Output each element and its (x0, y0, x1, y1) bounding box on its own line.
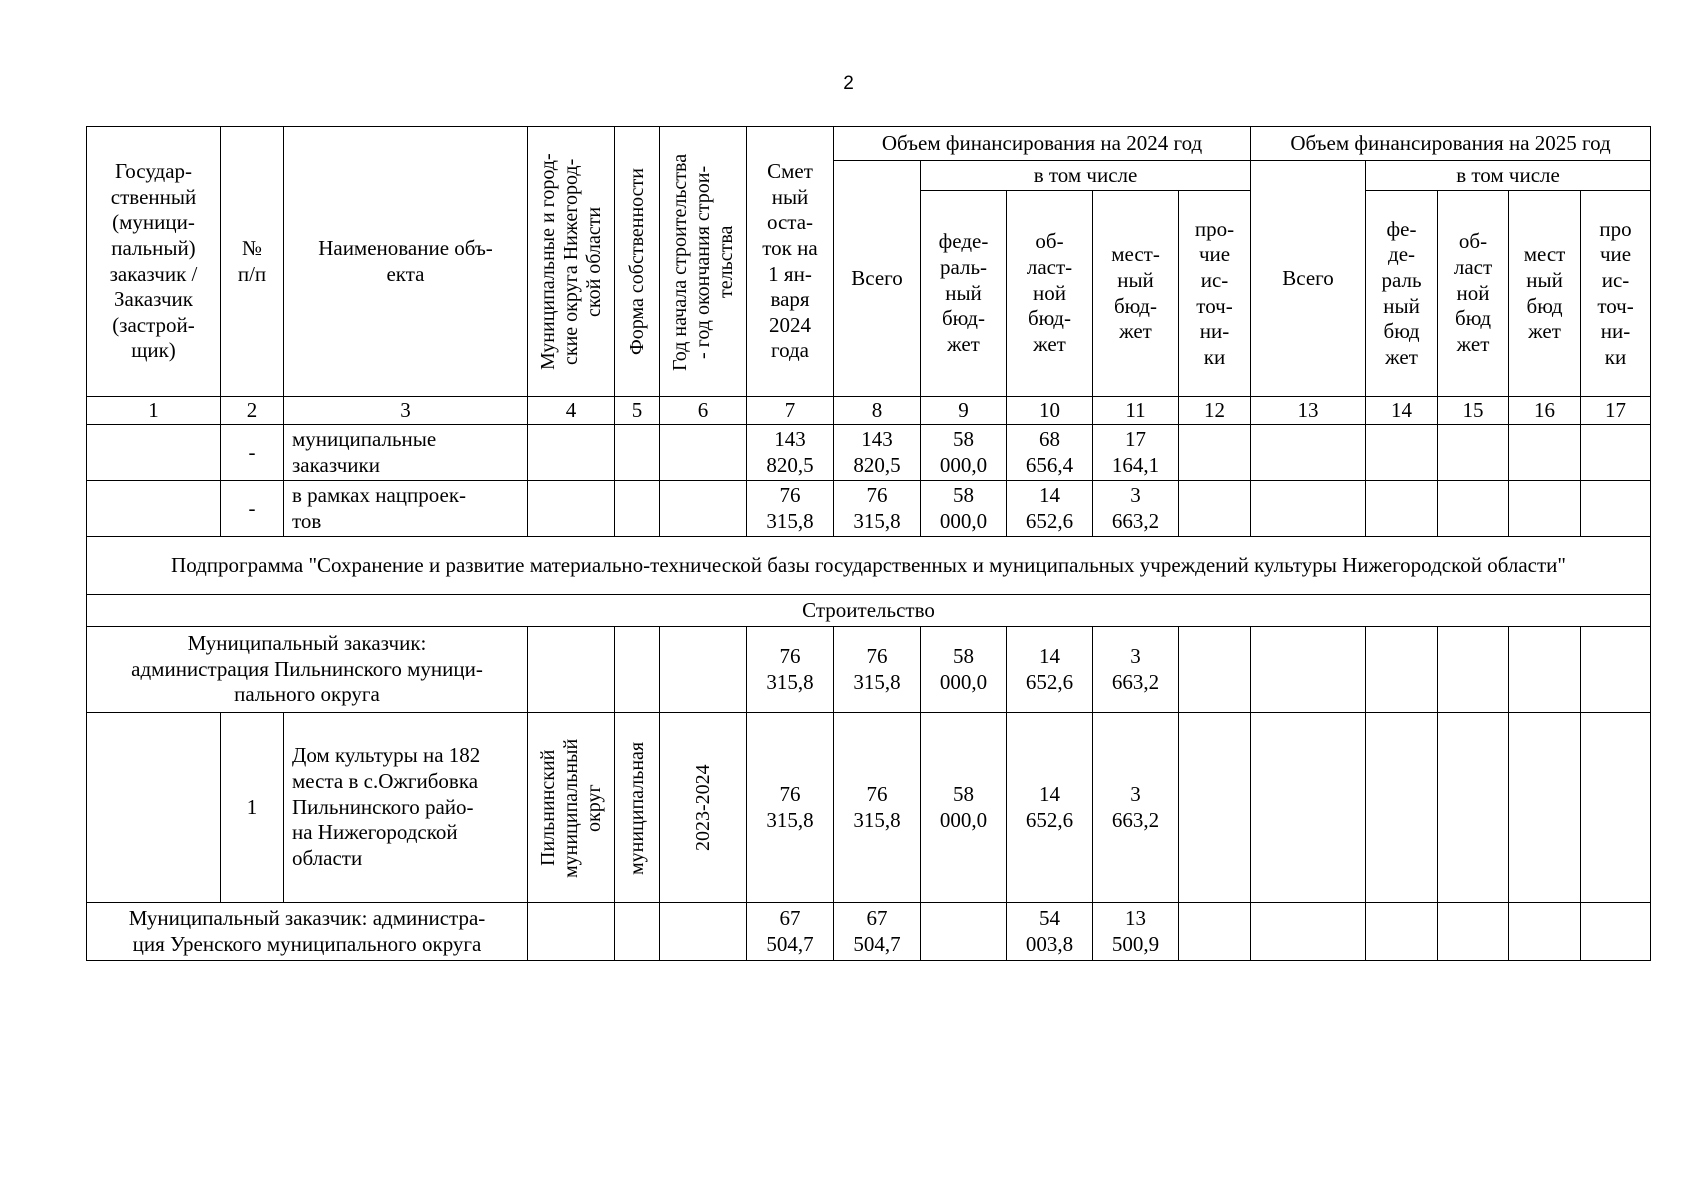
header-loc-2025: мест ный бюд жет (1509, 191, 1581, 397)
row-reg-2024: 14 652,6 (1007, 713, 1093, 903)
header-reg-2024: об- ласт- ной бюд- жет (1007, 191, 1093, 397)
header-ownership-cell (615, 127, 660, 397)
header-estimate: Смет ный оста- ток на 1 ян- варя 2024 года (747, 127, 834, 397)
customer-name: Муниципальный заказчик: администрация Пильнинского муници- пального округа (87, 627, 528, 713)
col-number: 1 (87, 397, 221, 425)
row-years: 2023-2024 (691, 764, 714, 851)
table-row (87, 481, 1651, 537)
row-loc-2024: 17 164,1 (1093, 425, 1179, 481)
header-reg-2025: об- ласт ной бюд жет (1438, 191, 1509, 397)
col-number: 5 (615, 397, 660, 425)
row-estimate: 76 315,8 (747, 713, 834, 903)
row-loc-2024: 3 663,2 (1093, 481, 1179, 537)
row-num: - (221, 481, 284, 537)
table-row (87, 425, 1651, 481)
col-number: 16 (1509, 397, 1581, 425)
col-number: 2 (221, 397, 284, 425)
header-years-cell (660, 127, 747, 397)
header-incl-2024: в том числе (921, 161, 1251, 191)
investment-program-table (86, 126, 1651, 961)
row-loc-2024: 13 500,9 (1093, 903, 1179, 961)
header-municipal-cell (528, 127, 615, 397)
row-loc-2024: 3 663,2 (1093, 627, 1179, 713)
row-estimate: 143 820,5 (747, 425, 834, 481)
col-number: 3 (284, 397, 528, 425)
row-name: муниципальные заказчики (284, 425, 528, 481)
row-total-2024: 143 820,5 (834, 425, 921, 481)
header-other-2025: про чие ис- точ- ни- ки (1581, 191, 1651, 397)
header-fin-2025: Объем финансирования на 2025 год (1251, 127, 1651, 161)
subprogram-title: Подпрограмма "Сохранение и развитие материально-технической базы государственных и муниципальных учреждений культуры Нижегородской области" (87, 537, 1651, 595)
row-reg-2024: 14 652,6 (1007, 627, 1093, 713)
col-number: 7 (747, 397, 834, 425)
col-number: 9 (921, 397, 1007, 425)
row-name: в рамках нацпроек- тов (284, 481, 528, 537)
col-number: 11 (1093, 397, 1179, 425)
table-row (87, 713, 1651, 903)
row-name: Дом культуры на 182 места в с.Ожгибовка Пильнинского райо- на Нижегородской области (284, 713, 528, 903)
row-estimate: 76 315,8 (747, 481, 834, 537)
col-number: 12 (1179, 397, 1251, 425)
row-total-2024: 76 315,8 (834, 627, 921, 713)
header-incl-2025: в том числе (1366, 161, 1651, 191)
header-fin-2024: Объем финансирования на 2024 год (834, 127, 1251, 161)
row-ownership-cell (615, 713, 660, 903)
col-number: 4 (528, 397, 615, 425)
customer-name: Муниципальный заказчик: администра- ция Уренского муниципального округа (87, 903, 528, 961)
header-fed-2024: феде- раль- ный бюд- жет (921, 191, 1007, 397)
col-number: 10 (1007, 397, 1093, 425)
col-number: 6 (660, 397, 747, 425)
header-num: № п/п (221, 127, 284, 397)
header-years: Год начала строительства - год окончания строи- тельства (668, 152, 737, 371)
row-estimate: 76 315,8 (747, 627, 834, 713)
row-total-2024: 76 315,8 (834, 481, 921, 537)
page-number: 2 (843, 73, 854, 94)
row-fed-2024: 58 000,0 (921, 627, 1007, 713)
row-municipal: Пильнинский муниципальный округ (536, 737, 605, 878)
row-years-cell (660, 713, 747, 903)
row-num: - (221, 425, 284, 481)
row-ownership: муниципальная (625, 740, 648, 875)
col-number: 17 (1581, 397, 1651, 425)
row-reg-2024: 54 003,8 (1007, 903, 1093, 961)
col-number: 14 (1366, 397, 1438, 425)
column-numbers-row (87, 397, 1651, 425)
row-total-2024: 67 504,7 (834, 903, 921, 961)
header-object-name: Наименование объ- екта (284, 127, 528, 397)
header-municipal: Муниципальные и город- ские округа Нижегород- ской области (536, 153, 605, 370)
row-fed-2024: 58 000,0 (921, 713, 1007, 903)
table-row (87, 627, 1651, 713)
row-total-2024: 76 315,8 (834, 713, 921, 903)
header-other-2024: про- чие ис- точ- ни- ки (1179, 191, 1251, 397)
header-customer: Государ- ственный (муници- пальный) заказчик / Заказчик (застрой- щик) (87, 127, 221, 397)
header-loc-2024: мест- ный бюд- жет (1093, 191, 1179, 397)
table-row (87, 903, 1651, 961)
row-reg-2024: 14 652,6 (1007, 481, 1093, 537)
header-fed-2025: фе- де- раль ный бюд жет (1366, 191, 1438, 397)
section-construction: Строительство (87, 595, 1651, 627)
row-reg-2024: 68 656,4 (1007, 425, 1093, 481)
col-number: 13 (1251, 397, 1366, 425)
row-num: 1 (221, 713, 284, 903)
header-ownership: Форма собственности (625, 168, 648, 355)
header-total-2025: Всего (1251, 161, 1366, 397)
row-estimate: 67 504,7 (747, 903, 834, 961)
col-number: 8 (834, 397, 921, 425)
row-fed-2024: 58 000,0 (921, 481, 1007, 537)
row-fed-2024: 58 000,0 (921, 425, 1007, 481)
col-number: 15 (1438, 397, 1509, 425)
row-municipal-cell (528, 713, 615, 903)
header-total-2024: Всего (834, 161, 921, 397)
row-loc-2024: 3 663,2 (1093, 713, 1179, 903)
